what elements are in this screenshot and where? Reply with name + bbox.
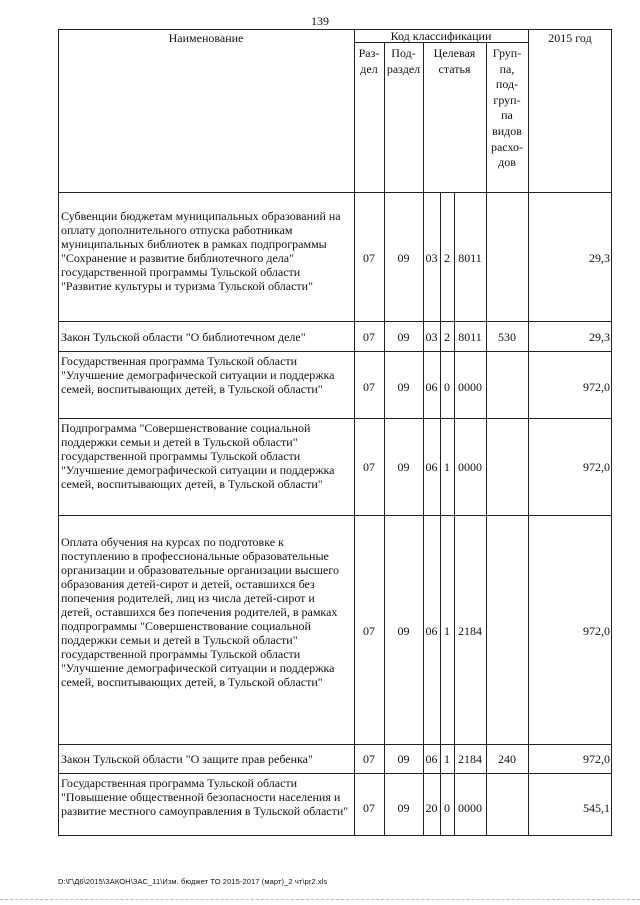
row-2-name: Закон Тульской области "О библиотечном деле" [61,330,306,344]
row-1-value: 29,3 [589,251,610,265]
page-number: 139 [311,14,329,28]
file-path-footer: D:\Г\Д6\2015\ЗАКОН\ЗАС_11\Изм. бюджет ТО 2015-2017 (март)_2 чт\pr2.xls [58,877,328,886]
row-2-target-program: 03 [425,330,438,344]
row-5-value: 972,0 [583,624,610,638]
row-4-target-direction: 0000 [458,460,482,474]
row-3-target-program: 06 [425,380,438,394]
row-6-razdel: 07 [363,752,375,766]
row-3-target-direction: 0000 [458,380,482,394]
row-3-podrazdel: 09 [397,380,410,394]
budget-table [58,29,612,836]
row-5-name: Оплата обучения на курсах по подготовке к поступлению в профессиональные образовательные организации и образовательные организации высшего образования детей-сирот и детей, оставшихся без попечения родителей, лиц из числа детей-сирот и детей, оставшихся без попечения родителей, в рамках подпрограммы "Совершенствование социальной поддержки семьи и детей в Тульской области" государственной программы Тульской области "Улучшение демографической ситуации и поддержка семей, воспитывающих детей, в Тульской области" [61,535,339,689]
header-year: 2015 год [548,31,592,45]
row-4-razdel: 07 [363,460,375,474]
row-1-target-sub: 2 [444,251,450,265]
row-7-target-direction: 0000 [458,801,482,815]
row-4-value: 972,0 [583,460,610,474]
row-3-target-sub: 0 [444,380,450,394]
row-4-target-sub: 1 [444,460,450,474]
row-7-razdel: 07 [363,801,375,815]
row-1-razdel: 07 [363,251,375,265]
row-5-razdel: 07 [363,624,375,638]
row-6-target-sub: 1 [444,752,450,766]
row-6-group: 240 [498,752,516,766]
row-6-podrazdel: 09 [397,752,410,766]
row-4-target-program: 06 [425,460,438,474]
row-6-target-program: 06 [425,752,438,766]
header-target: Целевая статья [433,46,476,76]
header-group: Груп- па, под- груп- па видов расхо- дов [490,46,524,170]
row-5-podrazdel: 09 [397,624,410,638]
row-6-value: 972,0 [583,752,610,766]
row-7-name: Государственная программа Тульской области "Повышение общественной безопасности населения и развитие местного самоуправления в Тульской области" [61,776,349,818]
row-2-podrazdel: 09 [397,330,410,344]
row-5-target-sub: 1 [444,624,450,638]
scan-edge-line [0,899,640,900]
row-5-target-direction: 2184 [458,624,482,638]
row-2-group: 530 [498,330,516,344]
row-2-value: 29,3 [589,330,610,344]
row-3-razdel: 07 [363,380,375,394]
row-1-podrazdel: 09 [397,251,410,265]
header-name: Наименование [168,31,244,45]
row-1-target-direction: 8011 [458,251,482,265]
row-7-value: 545,1 [583,801,610,815]
row-5-target-program: 06 [425,624,438,638]
row-6-name: Закон Тульской области "О защите прав ребенка" [61,752,313,766]
header-classification: Код классификации [390,29,492,43]
row-7-podrazdel: 09 [397,801,410,815]
row-4-podrazdel: 09 [397,460,410,474]
row-2-razdel: 07 [363,330,375,344]
row-2-target-direction: 8011 [458,330,482,344]
row-2-target-sub: 2 [444,330,450,344]
row-3-value: 972,0 [583,380,610,394]
row-3-name: Государственная программа Тульской области "Улучшение демографической ситуации и поддержка семей, воспитывающих детей, в Тульской области" [61,354,335,396]
row-6-target-direction: 2184 [458,752,482,766]
header-podrazdel: Под- раздел [386,46,421,76]
row-1-name: Субвенции бюджетам муниципальных образований на оплату дополнительного отпуска работникам муниципальных библиотек в рамках подпрограммы "Сохранение и развитие библиотечного дела" государственной программы Тульской области "Развитие культуры и туризма Тульской области" [61,209,341,293]
row-1-target-program: 03 [425,251,438,265]
row-7-target-sub: 0 [444,801,450,815]
row-7-target-program: 20 [425,801,438,815]
header-razdel: Раз- дел [358,46,380,76]
row-4-name: Подпрограмма "Совершенствование социальной поддержки семьи и детей в Тульской области" государственной программы Тульской области "Улучшение демографической ситуации и поддержка семей, воспитывающих детей, в Тульской области" [61,421,335,491]
